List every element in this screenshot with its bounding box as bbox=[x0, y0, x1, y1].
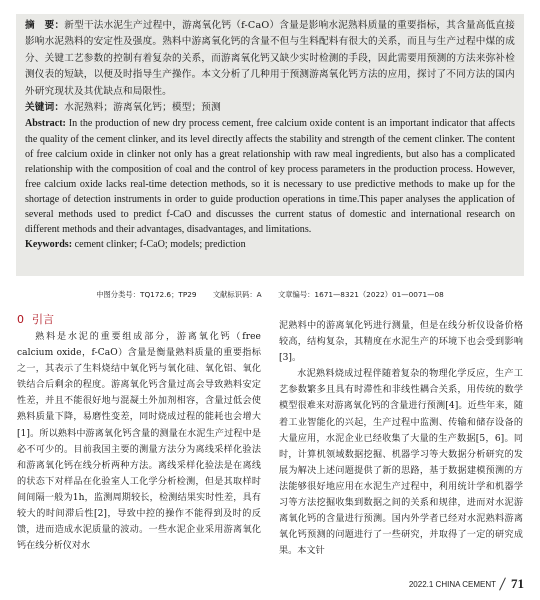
keywords-cn-label: 关键词： bbox=[25, 102, 65, 114]
page-number: 71 bbox=[511, 576, 524, 591]
section-number: 0 bbox=[17, 313, 24, 326]
classification-line bbox=[0, 290, 540, 300]
abstract-cn-text: 新型干法水泥生产过程中，游离氧化钙（f-CaO）含量是影响水泥熟料质量的重要指标，其含量高低直接影响水泥熟料的安定性及强度。熟料中游离氧化钙的含量不但与生料配料有很大的关系，而且与生产过程中煤的成分、关键工艺参数的控制有着复杂的关系，而游离氧化钙又缺少实时检测的手段，因此需要用预测的方法来弥补检测仪表的短缺，以便及时指导生产操作。本文分析了几种用于预测游离氧化钙方法的应用，探讨了不同方法的国内外研究现状及其优缺点和局限性。 bbox=[25, 20, 515, 97]
article-number: 文章编号：1671—8321（2022）01—0071—08 bbox=[277, 290, 444, 299]
abstract-en-text: In the production of new dry process cement, free calcium oxide content is an important indicator that affects the quality of the cement clinker, and its level directly affects the stability and strength of the cement clinker. The content of free calcium oxide in clinker not only has a great relationship with raw meal ingredients, but also has a complicated relationship with the composition of coal and the control of key process parameters in the production process. However, free calcium oxide lacks real-time detection methods, so it is necessary to use predictive methods to make up for the shortage of detection instruments in order to guide production operations in time.This paper analyses the application of several methods used to predict f-CaO and discusses the current status of domestic and international research on different methods and their advantages, disadvantages, and limitations. bbox=[25, 118, 515, 236]
footer-journal: CHINA CEMENT bbox=[435, 579, 496, 589]
abstract-cn-label: 摘 要： bbox=[25, 20, 65, 31]
paragraph: 水泥熟料烧成过程伴随着复杂的物理化学反应，生产工艺参数繁多且具有时滞性和非线性耦合关系，用传统的数学模型很难来对游离氧化钙的含量进行预测[4]。近些年来，随着工业智能化的兴起，生产过程中监测、传输和储存设备的大量应用，水泥企业已经收集了大量的生产数据[5，6]。同时，计算机领域数据挖掘、机器学习等大数据分析研究的发展为解决上述问题提供了新的思路，基于数据建模预测的方法能够很好地应用在水泥生产过程中，利用统计学和机器学习等方法挖掘收集到数据之间的关系和规律，进而对水泥游离氧化钙的含量进行预测。国内外学者已经对水泥熟料游离氧化钙预测的问题进行了一些研究，并取得了一定的研究成果。本文针 bbox=[279, 369, 523, 557]
keywords-cn-text: 水泥熟料；游离氧化钙；模型；预测 bbox=[64, 102, 221, 114]
keywords-cn bbox=[25, 100, 515, 116]
abstract-box bbox=[16, 14, 524, 276]
keywords-en-text: cement clinker; f-CaO; models; prediction bbox=[72, 239, 246, 251]
left-column bbox=[17, 312, 261, 554]
abstract-en bbox=[25, 116, 515, 237]
abstract-en-label: Abstract: bbox=[25, 118, 66, 130]
keywords-en bbox=[25, 237, 515, 252]
footer-issue: 2022.1 bbox=[408, 579, 434, 589]
paragraph: 泥熟料中的游离氧化钙进行测量，但是在线分析仪设备价格较高，结构复杂，其精度在水泥生产的环境下也会受到影响[3]。 bbox=[279, 321, 523, 364]
right-column bbox=[279, 318, 523, 559]
page-footer bbox=[409, 576, 524, 592]
paragraph: 熟料是水泥的重要组成部分，游离氧化钙（free calcium oxide，f-CaO）含量是衡量熟料质量的重要指标之一，其表示了生料烧结中氧化钙与氧化硅、氧化铝、氧化铁结合后剩余的程度。游离氧化钙含量过高会导致熟料安定性差，并且不能很好地与混凝土外加剂相容，含量过低会使熟料质量下降，易磨性变差，同时烧成过程的能耗也会增大[1]。所以熟料中游离氧化钙含量的测量在水泥生产过程中是必不可少的。目前我国主要的测量方法分为离线采样化验法和游离氧化钙在线分析两种方法。离线采样化验法是在离线的状态下对样品在化验室人工化学分析检测，但是其取样时间间隔一般为1h，监测周期较长，检测结果实时性差，具有较大的时间滞后性[2]，导致中控的操作不能得到及时的反馈，进而造成水泥质量的波动。一些水泥企业采用游离氧化钙在线分析仪对水 bbox=[17, 332, 261, 552]
section-title: 引言 bbox=[32, 313, 54, 326]
footer-divider bbox=[499, 577, 506, 590]
clc-number: 中图分类号：TQ172.6；TP29 bbox=[96, 290, 197, 299]
section-heading bbox=[17, 312, 261, 328]
document-code: 文献标识码：A bbox=[212, 290, 262, 299]
keywords-en-label: Keywords: bbox=[25, 239, 73, 251]
abstract-cn bbox=[25, 18, 515, 100]
